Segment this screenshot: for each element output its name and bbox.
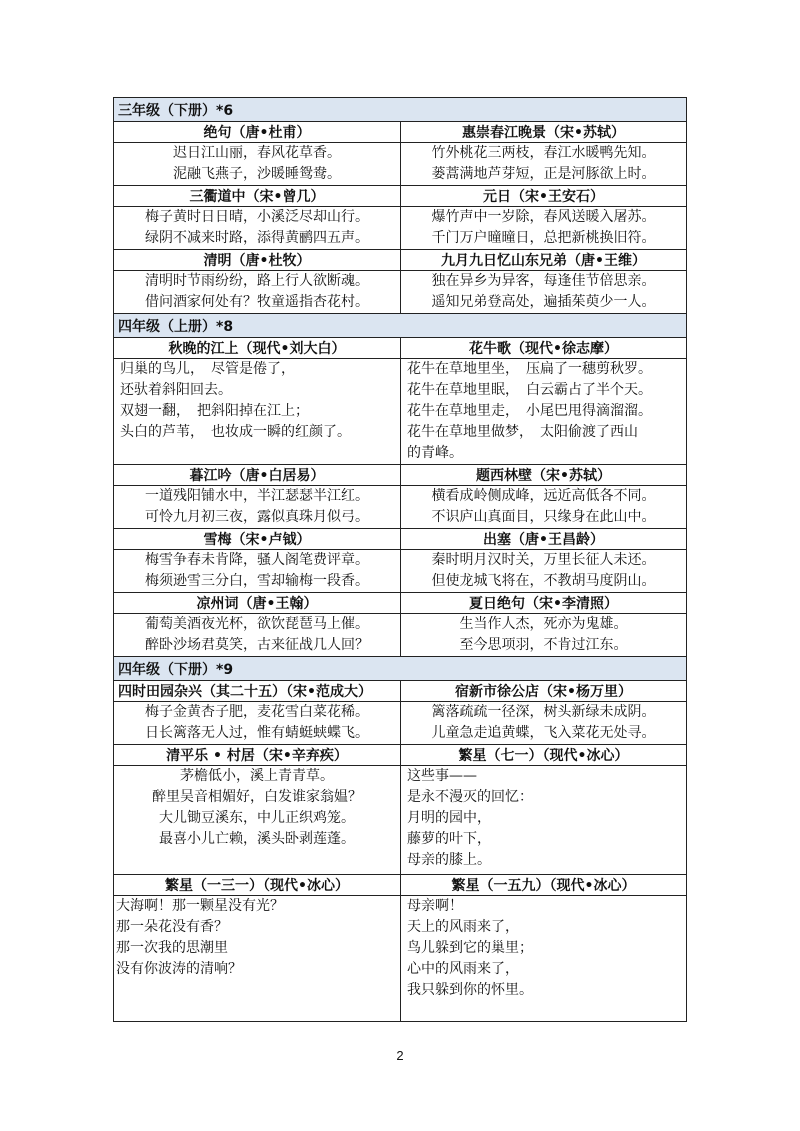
poem-title: 三衢道中（宋•曾几）: [114, 186, 401, 207]
poem-line: 不识庐山真面目，只缘身在此山中。: [431, 509, 656, 525]
poem-line: 花牛在草地里坐， 压扁了一穗剪秋罗。: [407, 361, 652, 377]
poem-line: 秦时明月汉时关，万里长征人未还。: [431, 552, 656, 568]
poem-title: 四时田园杂兴（其二十五）（宋•范成大）: [114, 681, 401, 702]
poem-line: 一道残阳铺水中，半江瑟瑟半江红。: [145, 488, 369, 504]
poem-line: 醉里吴音相媚好，白发谁家翁媪？: [152, 789, 362, 805]
poem-line: 那一次我的思潮里: [116, 940, 228, 956]
poem-line: 千门万户曈曈日，总把新桃换旧符。: [431, 230, 656, 246]
poem-body: [401, 271, 687, 314]
poem-line: 母亲啊！: [407, 898, 463, 914]
poem-line: 天上的风雨来了，: [407, 919, 519, 935]
poem-line: 可怜九月初三夜，露似真珠月似弓。: [145, 509, 369, 525]
poem-line: 藤萝的叶下，: [407, 831, 491, 847]
section-heading-g4a: 四年级（上册）*8: [114, 314, 687, 338]
poem-title: 繁星（一三一）（现代•冰心）: [114, 875, 401, 896]
poem-body: [114, 143, 401, 186]
poem-line: 大儿锄豆溪东，中儿正织鸡笼。: [159, 810, 355, 826]
poem-line: 清明时节雨纷纷，路上行人欲断魂。: [145, 273, 369, 289]
poem-title: 元日（宋•王安石）: [401, 186, 687, 207]
poem-line: 母亲的膝上。: [407, 852, 491, 868]
poem-title: 九月九日忆山东兄弟（唐•王维）: [401, 250, 687, 271]
poem-title: 花牛歌（现代•徐志摩）: [401, 338, 687, 359]
poem-title: 宿新市徐公店（宋•杨万里）: [401, 681, 687, 702]
poem-line: 生当作人杰，死亦为鬼雄。: [459, 616, 628, 632]
poem-title: 出塞（唐•王昌龄）: [401, 529, 687, 550]
poem-body: [401, 550, 687, 593]
poem-line: 泥融飞燕子，沙暖睡鸳鸯。: [173, 166, 341, 182]
poem-line: 鸟儿躲到它的巢里；: [407, 940, 533, 956]
poem-body: [114, 486, 401, 529]
poem-line: 花牛在草地里做梦， 太阳偷渡了西山: [407, 424, 638, 440]
poem-body: [114, 207, 401, 250]
poem-body: [401, 702, 687, 745]
poem-title: 清明（唐•杜牧）: [114, 250, 401, 271]
section-heading-g3b: 三年级（下册）*6: [114, 98, 687, 122]
poem-line: 儿童急走追黄蝶，飞入菜花无处寻。: [431, 725, 656, 741]
poem-title: 夏日绝句（宋•李清照）: [401, 593, 687, 614]
poem-line: 独在异乡为异客，每逢佳节倍思亲。: [431, 273, 656, 289]
poem-line: 绿阴不减来时路，添得黄鹂四五声。: [145, 230, 369, 246]
poem-line: 没有你波涛的清响？: [116, 961, 242, 977]
poem-line: 遥知兄弟登高处，遍插茱萸少一人。: [431, 294, 656, 310]
poem-line: 梅子金黄杏子肥，麦花雪白菜花稀。: [145, 704, 369, 720]
poem-line: 月明的园中，: [407, 810, 491, 826]
poem-line: 梅子黄时日日晴，小溪泛尽却山行。: [145, 209, 369, 225]
poem-body: [114, 896, 401, 1022]
poem-line: 篱落疏疏一径深，树头新绿未成阴。: [431, 704, 656, 720]
poem-body: [401, 766, 687, 875]
poem-title: 惠崇春江晚景（宋•苏轼）: [401, 122, 687, 143]
poem-line: 竹外桃花三两枝，春江水暖鸭先知。: [431, 145, 656, 161]
poem-line: 头白的芦苇， 也妆成一瞬的红颜了。: [120, 424, 351, 440]
poem-body: [114, 614, 401, 657]
poem-body: [114, 766, 401, 875]
poem-line: 至今思项羽，不肯过江东。: [459, 637, 628, 653]
poem-body: [401, 359, 687, 465]
poem-title: 繁星（七一）（现代•冰心）: [401, 745, 687, 766]
poem-title: 暮江吟（唐•白居易）: [114, 465, 401, 486]
poem-line: 这些事——: [407, 768, 477, 784]
poem-line: 是永不漫灭的回忆：: [407, 789, 533, 805]
poem-line: 双翅一翻， 把斜阳掉在江上；: [120, 403, 309, 419]
poem-title: 绝句（唐•杜甫）: [114, 122, 401, 143]
poem-line: 花牛在草地里眠， 白云霸占了半个天。: [407, 382, 652, 398]
poem-line: 我只躲到你的怀里。: [407, 982, 533, 998]
poem-body: [114, 550, 401, 593]
poem-line: 最喜小儿亡赖，溪头卧剥莲蓬。: [159, 831, 355, 847]
poem-line: 归巢的鸟儿， 尽管是倦了，: [120, 361, 295, 377]
poem-line: 醉卧沙场君莫笑，古来征战几人回？: [145, 637, 369, 653]
poem-line: 梅须逊雪三分白，雪却输梅一段香。: [145, 573, 369, 589]
poem-line: 茅檐低小，溪上青青草。: [180, 768, 334, 784]
poem-table-sheet: [113, 97, 686, 1022]
poem-line: 心中的风雨来了，: [407, 961, 519, 977]
poem-body: [401, 207, 687, 250]
poem-line: 还驮着斜阳回去。: [120, 382, 232, 398]
poem-body: [114, 702, 401, 745]
poem-table: [113, 97, 687, 1022]
poem-body: [114, 359, 401, 465]
section-heading-g4b: 四年级（下册）*9: [114, 657, 687, 681]
poem-line: 日长篱落无人过，惟有蜻蜓蛱蝶飞。: [145, 725, 369, 741]
poem-title: 凉州词（唐•王翰）: [114, 593, 401, 614]
poem-line: 但使龙城飞将在，不教胡马度阴山。: [431, 573, 656, 589]
poem-line: 迟日江山丽，春风花草香。: [173, 145, 341, 161]
poem-title: 秋晚的江上（现代•刘大白）: [114, 338, 401, 359]
poem-line: 借问酒家何处有？牧童遥指杏花村。: [145, 294, 369, 310]
poem-body: [114, 271, 401, 314]
poem-body: [401, 486, 687, 529]
poem-title: 题西林壁（宋•苏轼）: [401, 465, 687, 486]
poem-line: 爆竹声中一岁除，春风送暖入屠苏。: [431, 209, 656, 225]
poem-line: 蒌蒿满地芦芽短，正是河豚欲上时。: [431, 166, 656, 182]
poem-line: 那一朵花没有香？: [116, 919, 228, 935]
poem-body: [401, 143, 687, 186]
poem-line: 花牛在草地里走， 小尾巴甩得滴溜溜。: [407, 403, 652, 419]
poem-line: 大海啊！那一颗星没有光？: [116, 898, 284, 914]
poem-line: 横看成岭侧成峰，远近高低各不同。: [431, 488, 656, 504]
poem-title: 雪梅（宋•卢钺）: [114, 529, 401, 550]
page-number: 2: [396, 1048, 404, 1063]
poem-body: [401, 614, 687, 657]
poem-title: 清平乐 • 村居（宋•辛弃疾）: [114, 745, 401, 766]
poem-title: 繁星（一五九）（现代•冰心）: [401, 875, 687, 896]
poem-body: [401, 896, 687, 1022]
poem-line: 的青峰。: [407, 445, 463, 461]
poem-line: 梅雪争春未肯降，骚人阁笔费评章。: [145, 552, 369, 568]
poem-line: 葡萄美酒夜光杯，欲饮琵琶马上催。: [145, 616, 369, 632]
